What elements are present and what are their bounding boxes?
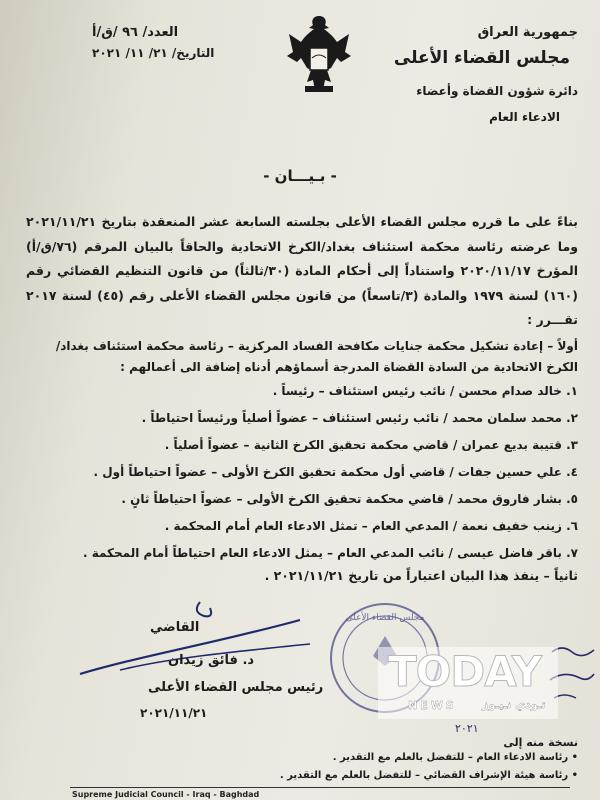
reference-number: العدد/ ٩٦ /ق/أ [92, 25, 179, 40]
signer-title: رئيس مجلس القضاء الأعلى [148, 680, 324, 695]
list-item: ٧. باقر فاضل عيسى / نائب المدعي العام – يمثل الادعاء العام احتياطاً أمام المحكمة . [82, 546, 578, 560]
intro-paragraph: بناءً على ما قرره مجلس القضاء الأعلى بجلسته السابعة عشر المنعقدة بتاريخ ٢٠٢١/١١/٢١ وما عرضته رئاسة محكمة استئناف بغداد/الكرخ الاتحادية والحاقاً بالبيان المرقم (٧٦/ق/أ) المؤرخ ٢٠٢٠/١١/١٧ واستناداً إلى أحكام المادة (٣٠/ثالثاً) من قانون التنظيم القضائي رقم (١٦٠) لسنة ١٩٧٩ والمادة (٣/تاسعاً) من قانون مجلس القضاء الأعلى رقم (٤٥) لسنة ٢٠١٧ تقـــرر : [26, 214, 578, 327]
header-department: دائرة شؤون القضاة وأعضاء [416, 84, 578, 98]
signature-date: ٢٠٢١/١١/٢١ [140, 706, 208, 720]
footer-divider [70, 787, 570, 788]
watermark-logo-text: TODAY [388, 647, 542, 696]
header-country: جمهورية العراق [477, 25, 578, 40]
copy-recipient: • رئاسة هيئة الإشراف القضائي – للتفضل بالعلم مع التقدير . [279, 770, 578, 781]
watermark-arabic: تـودي نـيـوز [482, 698, 546, 711]
watermark-news: NEWS [408, 699, 457, 712]
today-news-watermark [378, 647, 558, 719]
list-item: ٣. قتيبة بديع عمران / قاضي محكمة تحقيق الكرخ الثانية – عضواً أصلياً . [164, 438, 578, 452]
signer-rank: القاضي [150, 620, 200, 635]
header-department-cont: الادعاء العام [489, 110, 560, 124]
list-item: ٢. محمد سلمان محمد / نائب رئيس استئناف – عضواً أصلياً ورئيساً احتياطاً . [141, 411, 578, 425]
document-title: - بـيـــان - [263, 167, 337, 185]
seal-text: مجلس القضاء الأعلى [345, 613, 425, 623]
eagle-emblem-icon [283, 12, 355, 98]
decision-list [26, 336, 578, 567]
signer-name: د. فائق زيدان [168, 653, 255, 668]
copy-to-label: نسخة منه إلى [503, 736, 578, 749]
decision-second: ثانياً – ينفذ هذا البيان اعتباراً من تاريخ ٢٠٢١/١١/٢١ . [264, 568, 578, 583]
decision-first: أولاً – إعادة تشكيل محكمة جنايات مكافحة الفساد المركزية – رئاسة محكمة استئناف بغداد/الكرخ الاتحادية من السادة القضاة المدرجة أسماؤهم أدناه إضافة الى أعمالهم : [55, 339, 578, 374]
list-item: ٤. علي حسين جفات / قاضي أول محكمة تحقيق الكرخ الأولى – عضواً احتياطاً أول . [93, 465, 578, 479]
list-item: ٥. بشار فاروق محمد / قاضي محكمة تحقيق الكرخ الأولى – عضواً احتياطاً ثانٍ . [121, 492, 578, 506]
list-item: ١. خالد صدام محسن / نائب رئيس استئناف – رئيساً . [272, 384, 578, 398]
header-council: مجلس القضاء الأعلى [393, 48, 570, 68]
list-item: ٦. زينب خفيف نعمة / المدعي العام – تمثل الادعاء العام أمام المحكمة . [164, 519, 578, 533]
copy-recipient: • رئاسة الادعاء العام – للتفضل بالعلم مع التقدير . [332, 752, 578, 763]
reference-date: التاريخ/ ٢١/ ١١/ ٢٠٢١ [92, 46, 215, 60]
footer-text: Supreme Judicial Council - Iraq - Baghdad [72, 790, 260, 799]
handwritten-signature [60, 596, 320, 686]
margin-handwritten-date: ٢٠٢١ [455, 722, 479, 735]
